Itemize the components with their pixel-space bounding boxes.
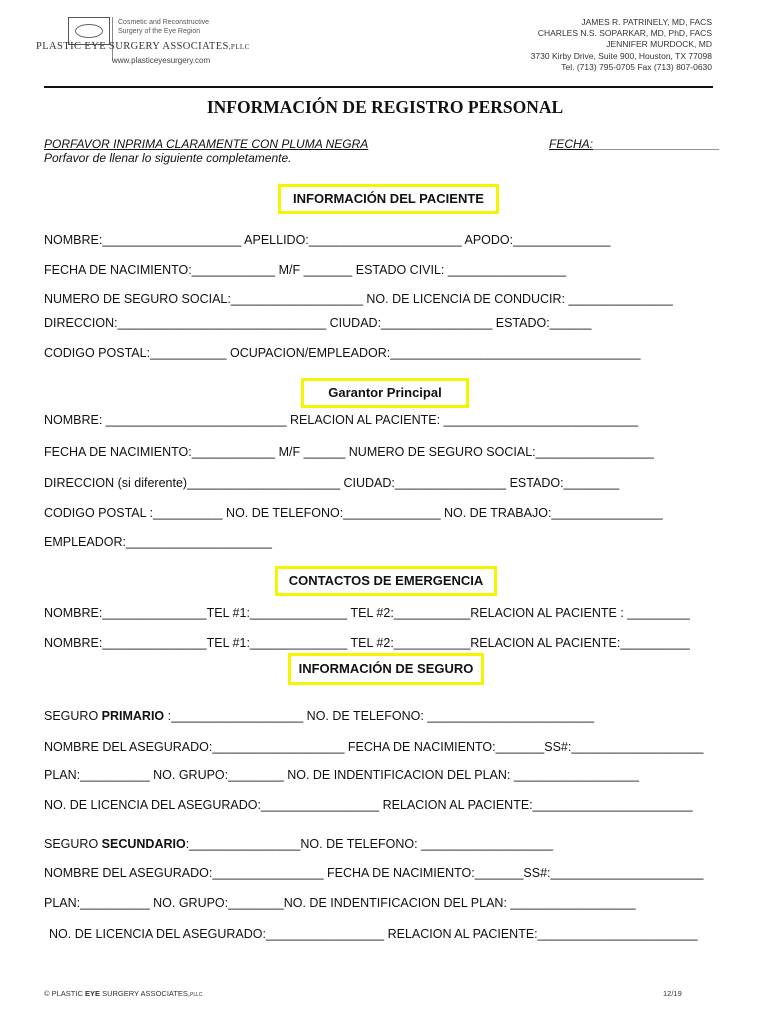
tagline-line-2: Surgery of the Eye Region xyxy=(118,28,201,35)
patient-name-row[interactable]: NOMBRE:____________________ APELLIDO:______________________ APODO:______________ xyxy=(44,233,611,247)
doctor-2: CHARLES N.S. SOPARKAR, MD, PhD, FACS xyxy=(537,28,712,39)
primary-rest: :___________________ NO. DE TELEFONO: ________________________ xyxy=(164,709,595,723)
instruction-line-2: Porfavor de llenar lo siguiente completamente. xyxy=(44,151,292,165)
section-guarantor: Garantor Principal xyxy=(301,378,469,408)
primary-insured-row[interactable]: NOMBRE DEL ASEGURADO:___________________ FECHA DE NACIMIENTO:_______SS#:___________________ xyxy=(44,740,704,754)
patient-address-row[interactable]: DIRECCION:______________________________ CIUDAD:________________ ESTADO:______ xyxy=(44,316,592,330)
primary-bold: PRIMARIO xyxy=(101,709,165,723)
doctors-block xyxy=(531,17,712,73)
section-patient: INFORMACIÓN DEL PACIENTE xyxy=(278,184,499,214)
patient-ssn-row[interactable]: NUMERO DE SEGURO SOCIAL:___________________ NO. DE LICENCIA DE CONDUCIR: _______________ xyxy=(44,292,673,306)
patient-birth-row[interactable]: FECHA DE NACIMIENTO:____________ M/F _______ ESTADO CIVIL: _________________ xyxy=(44,263,567,277)
doctor-3: JENNIFER MURDOCK, MD xyxy=(606,39,712,50)
emergency-contact-1-row[interactable]: NOMBRE:_______________TEL #1:______________ TEL #2:___________RELACION AL PACIENTE : _________ xyxy=(44,606,690,620)
copyright-suffix: PLLC xyxy=(190,992,203,998)
tagline-line-1: Cosmetic and Reconstructive xyxy=(118,19,210,26)
section-insurance: INFORMACIÓN DE SEGURO xyxy=(288,653,484,685)
guarantor-zip-row[interactable]: CODIGO POSTAL :__________ NO. DE TELEFONO:______________ NO. DE TRABAJO:________________ xyxy=(44,506,663,520)
section-emergency: CONTACTOS DE EMERGENCIA xyxy=(275,566,497,596)
brand-suffix: ,PLLC xyxy=(228,43,250,51)
address: 3730 Kirby Drive, Suite 900, Houston, TX 77098 xyxy=(530,50,712,61)
footer-version: 12/19 xyxy=(663,989,682,998)
guarantor-name-row[interactable]: NOMBRE: __________________________ RELACION AL PACIENTE: ____________________________ xyxy=(44,413,639,427)
fecha-field[interactable] xyxy=(549,137,720,151)
guarantor-birth-row[interactable]: FECHA DE NACIMIENTO:____________ M/F ______ NUMERO DE SEGURO SOCIAL:_________________ xyxy=(44,445,654,459)
phone-fax: Tel. (713) 795-0705 Fax (713) 807-0630 xyxy=(561,61,712,72)
secondary-prefix: SEGURO xyxy=(44,837,102,851)
primary-insurance-row[interactable] xyxy=(44,709,594,723)
fecha-blank: ___________________ xyxy=(593,137,720,151)
secondary-rest: :________________NO. DE TELEFONO: ___________________ xyxy=(185,837,554,851)
secondary-bold: SECUNDARIO xyxy=(101,837,186,851)
emergency-contact-2-row[interactable]: NOMBRE:_______________TEL #1:______________ TEL #2:___________RELACION AL PACIENTE:__________ xyxy=(44,636,690,650)
logo-divider xyxy=(112,17,113,61)
guarantor-address-row[interactable]: DIRECCION (si diferente)______________________ CIUDAD:________________ ESTADO:________ xyxy=(44,476,620,490)
secondary-insurance-row[interactable] xyxy=(44,837,553,851)
guarantor-employer-row[interactable]: EMPLEADOR:_____________________ xyxy=(44,535,272,549)
brand-name xyxy=(36,41,250,52)
brand-name-text: PLASTIC EYE SURGERY ASSOCIATES xyxy=(36,41,229,52)
page-title: INFORMACIÓN DE REGISTRO PERSONAL xyxy=(206,97,564,117)
primary-prefix: SEGURO xyxy=(44,709,102,723)
copyright-bold: EYE xyxy=(84,989,100,998)
footer-copyright xyxy=(44,989,203,998)
secondary-plan-row[interactable]: PLAN:__________ NO. GRUPO:________NO. DE INDENTIFICACION DEL PLAN: __________________ xyxy=(44,896,636,910)
tagline xyxy=(118,18,209,36)
primary-license-row[interactable]: NO. DE LICENCIA DEL ASEGURADO:_________________ RELACION AL PACIENTE:_______________________ xyxy=(44,798,693,812)
primary-plan-row[interactable]: PLAN:__________ NO. GRUPO:________ NO. DE INDENTIFICACION DEL PLAN: __________________ xyxy=(44,768,640,782)
patient-zip-row[interactable]: CODIGO POSTAL:___________ OCUPACION/EMPLEADOR:____________________________________ xyxy=(44,346,641,360)
secondary-license-row[interactable]: NO. DE LICENCIA DEL ASEGURADO:_________________ RELACION AL PACIENTE:_______________________ xyxy=(49,927,698,941)
secondary-insured-row[interactable]: NOMBRE DEL ASEGURADO:________________ FECHA DE NACIMIENTO:_______SS#:______________________ xyxy=(44,866,704,880)
instruction-line-1: PORFAVOR INPRIMA CLARAMENTE CON PLUMA NEGRA xyxy=(44,137,369,151)
website: www.plasticeyesurgery.com xyxy=(112,56,211,65)
copyright-pre: © PLASTIC xyxy=(44,989,85,998)
fecha-label: FECHA: xyxy=(549,137,594,151)
doctor-1: JAMES R. PATRINELY, MD, FACS xyxy=(581,17,712,27)
header-rule xyxy=(44,86,713,88)
copyright-post: SURGERY ASSOCIATES, xyxy=(99,989,191,998)
